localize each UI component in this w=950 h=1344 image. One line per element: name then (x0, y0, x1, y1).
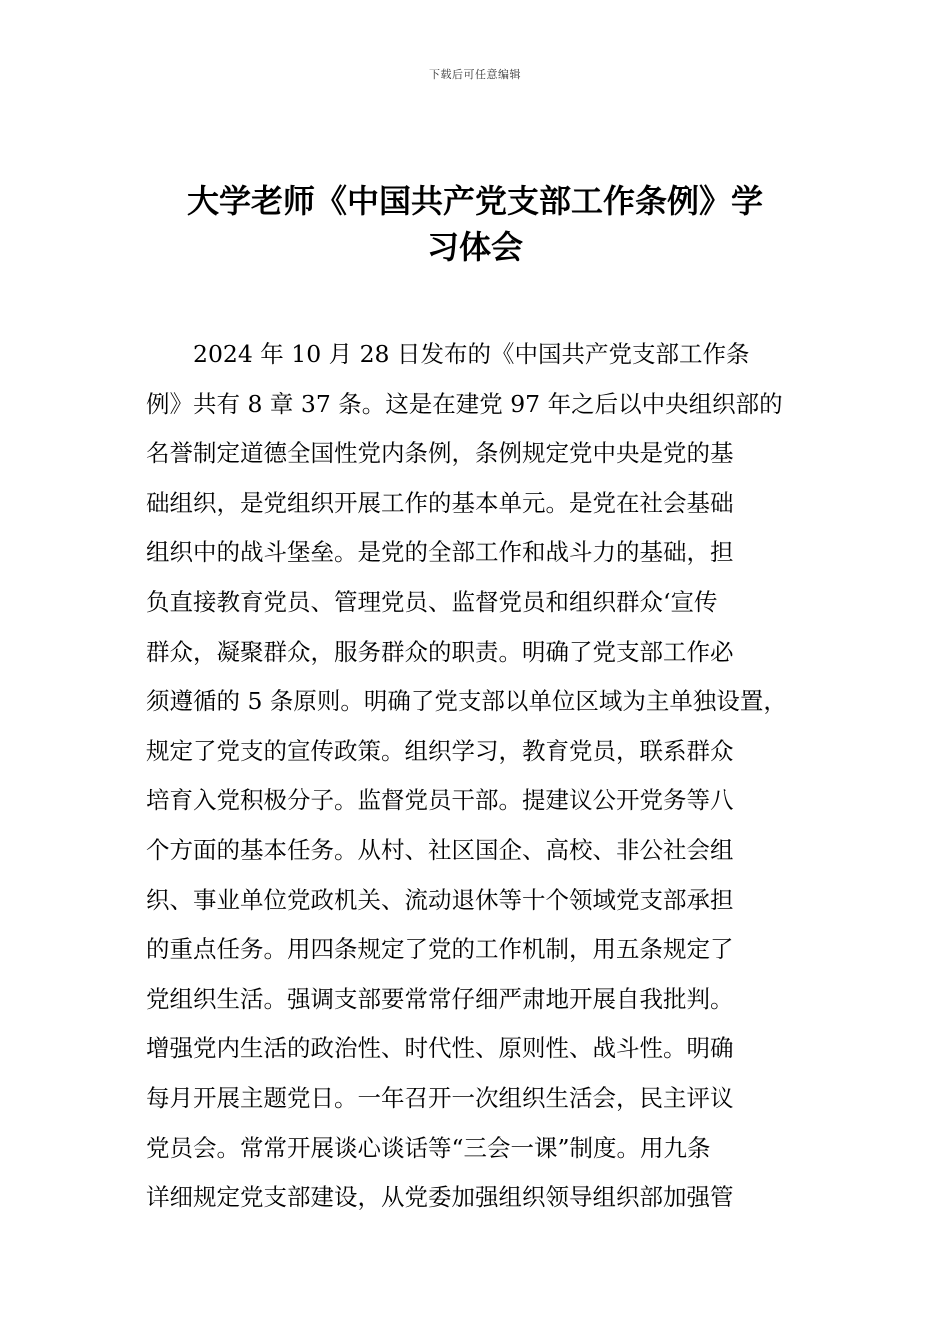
body-line: 党员会。常常开展谈心谈话等“三会一课”制度。用九条 (146, 1133, 711, 1162)
body-line: 群众，凝聚群众，服务群众的职责。明确了党支部工作必 (146, 637, 734, 666)
body-line: 增强党内生活的政治性、时代性、原则性、战斗性。明确 (146, 1034, 734, 1063)
body-line: 每月开展主题党日。一年召开一次组织生活会，民主评议 (146, 1083, 734, 1112)
title-line: 大学老师《中国共产党支部工作条例》学 (186, 182, 763, 220)
body-line: 须遵循的 5 条原则。明确了党支部以单位区域为主单独设置， (146, 687, 787, 716)
body-paragraph (146, 330, 826, 1223)
body-line: 名誉制定道德全国性党内条例，条例规定党中央是党的基 (146, 439, 734, 468)
title-line: 习体会 (426, 228, 523, 266)
body-line: 培育入党积极分子。监督党员干部。提建议公开党务等八 (146, 786, 734, 815)
body-line: 2024 年 10 月 28 日发布的《中国共产党支部工作条 (193, 340, 750, 368)
body-line: 负直接教育党员、管理党员、监督党员和组织群众‘宣传 (146, 587, 718, 616)
body-line: 的重点任务。用四条规定了党的工作机制，用五条规定了 (146, 935, 734, 964)
body-line: 础组织，是党组织开展工作的基本单元。是党在社会基础 (146, 488, 734, 517)
body-line: 规定了党支的宣传政策。组织学习，教育党员，联系群众 (146, 736, 734, 765)
body-line: 个方面的基本任务。从村、社区国企、高校、非公社会组 (146, 835, 734, 864)
body-line: 党组织生活。强调支部要常常仔细严肃地开展自我批判。 (146, 984, 734, 1013)
header-note: 下载后可任意编辑 (429, 68, 521, 81)
body-line: 组织中的战斗堡垒。是党的全部工作和战斗力的基础，担 (146, 538, 734, 567)
document-title (150, 178, 800, 270)
body-line: 例》共有 8 章 37 条。这是在建党 97 年之后以中央组织部的 (146, 389, 783, 418)
body-line: 详细规定党支部建设，从党委加强组织领导组织部加强管 (146, 1183, 734, 1212)
body-line: 织、事业单位党政机关、流动退休等十个领域党支部承担 (146, 885, 734, 914)
